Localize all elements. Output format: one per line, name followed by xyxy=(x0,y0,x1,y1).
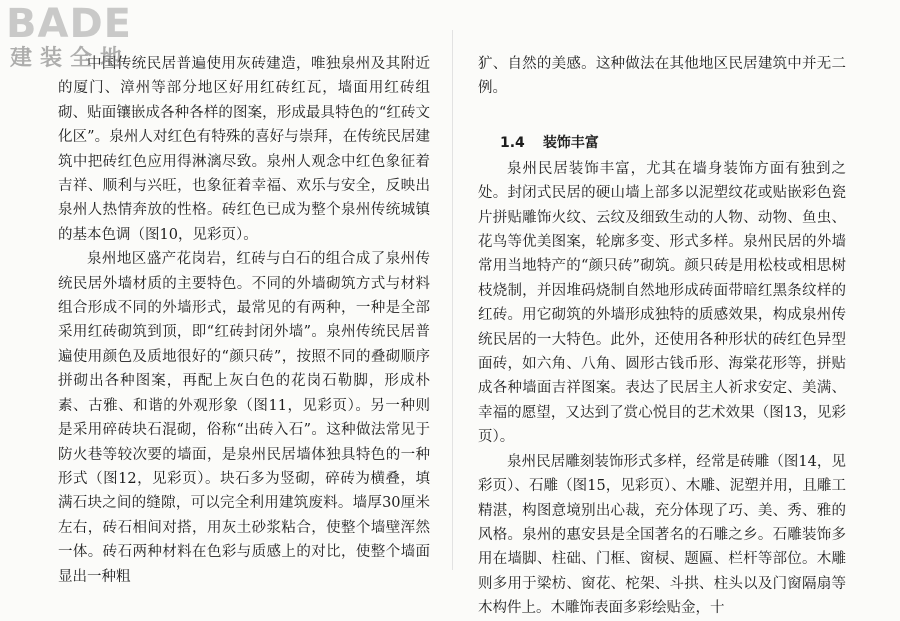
section-number: 1.4 xyxy=(500,134,525,151)
paragraph-carving: 泉州民居雕刻装饰形式多样，经常是砖雕（图14，见彩页）、石雕（图15，见彩页）、木雕、泥塑并用，且雕工精湛，构图意境别出心裁，充分体现了巧、美、秀、雅的风格。泉州的惠安县是全国著名的石雕之乡。石雕装饰多用在墙脚、柱础、门框、窗棂、题匾、栏杆等部位。木雕则多用于梁枋、窗花、柁架、斗拱、柱头以及门窗隔扇等木构件上。木雕饰表面多彩绘贴金，十 xyxy=(478,453,846,617)
column-gutter xyxy=(452,30,453,570)
section-title: 装饰丰富 xyxy=(542,134,599,151)
watermark-brand: BADE xyxy=(6,1,132,47)
section-heading xyxy=(478,131,846,155)
right-column xyxy=(478,52,846,621)
paragraph-continuation: 犷、自然的美感。这种做法在其他地区民居建筑中并无二例。 xyxy=(478,56,846,97)
paragraph-wall-decoration: 泉州民居装饰丰富，尤其在墙身装饰方面有独到之处。封闭式民居的硬山墙上部多以泥塑纹花或贴嵌彩色瓷片拼贴雕饰火纹、云纹及细致生动的人物、动物、鱼虫、花鸟等优美图案，轮廓多变、形式多样。泉州民居的外墙常用当地特产的“颜只砖”砌筑。颜只砖是用松枝或相思树枝烧制，并因堆码烧制自然地形成砖面带暗红黑条纹样的红砖。用它砌筑的外墙形成独特的质感效果，构成泉州传统民居的一大特色。此外，还使用各种形状的砖红色异型面砖，如六角、八角、圆形古钱币形、海棠花形等，拼贴成各种墙面吉祥图案。表达了民居主人祈求安定、美满、幸福的愿望，又达到了赏心悦目的艺术效果（图13，见彩页）。 xyxy=(478,160,846,446)
paragraph-granite-walls: 泉州地区盛产花岗岩，红砖与白石的组合成了泉州传统民居外墙材质的主要特色。不同的外墙砌筑方式与材料组合形成不同的外墙形式，最常见的有两种，一种是全部采用红砖砌筑到顶，即“红砖封闭外墙”。泉州传统民居普遍使用颜色及质地很好的“颜只砖”，按照不同的叠砌顺序拼砌出各种图案，再配上灰白色的花岗石勒脚，形成朴素、古雅、和谐的外观形象（图11，见彩页）。另一种则是采用碎砖块石混砌，俗称“出砖入石”。这种做法常见于防火巷等较次要的墙面，是泉州民居墙体独具特色的一种形式（图12，见彩页）。块石多为竖砌，碎砖为横叠，填满石块之间的缝隙，可以完全利用建筑废料。墙厚30厘米左右，砖石相间对搭，用灰土砂浆粘合，使整个墙壁浑然一体。砖石两种材料在色彩与质感上的对比，使整个墙面显出一种粗 xyxy=(58,251,430,585)
left-column xyxy=(58,52,430,589)
watermark-subtitle: 建装全地 xyxy=(10,46,131,71)
paragraph-red-brick: 中国传统民居普遍使用灰砖建造，唯独泉州及其附近的厦门、漳州等部分地区好用红砖红瓦，墙面用红砖组砌、贴面镶嵌成各种各样的图案，形成最具特色的“红砖文化区”。泉州人对红色有特殊的喜好与崇拜，在传统民居建筑中把砖红色应用得淋漓尽致。泉州人观念中红色象征着吉祥、顺利与兴旺，也象征着幸福、欢乐与安全，反映出泉州人热情奔放的性格。砖红色已成为整个泉州传统城镇的基本色调（图10，见彩页）。 xyxy=(58,56,430,243)
